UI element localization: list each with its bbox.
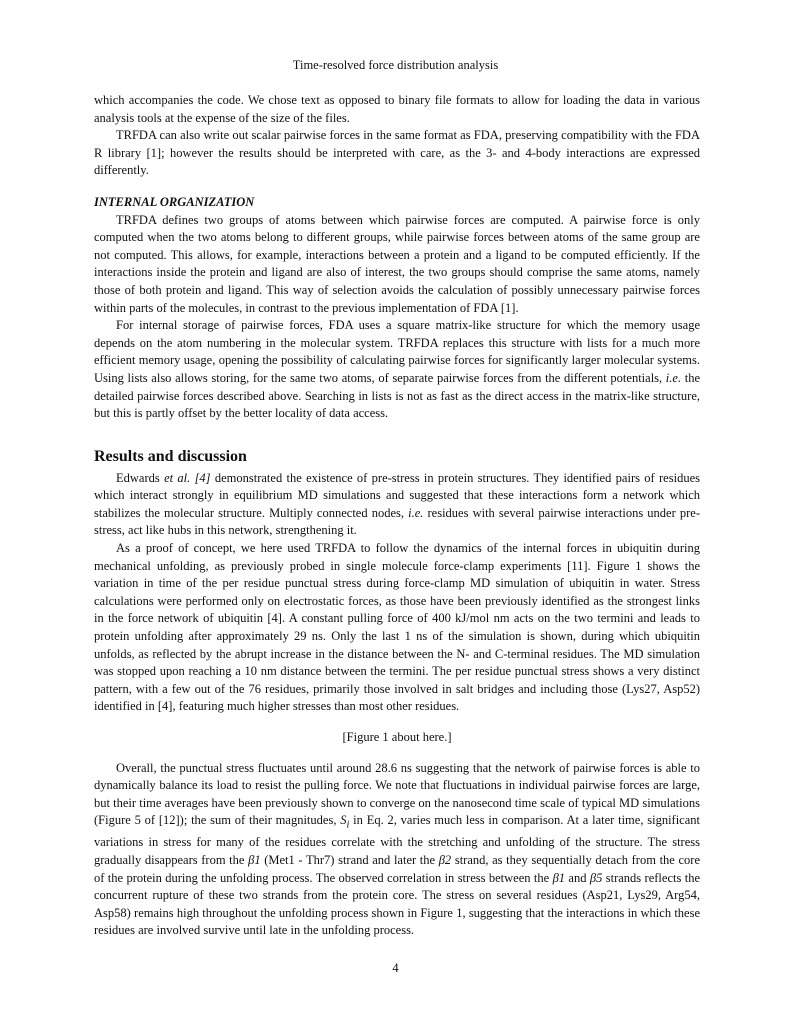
paragraph-atom-groups: TRFDA defines two groups of atoms between which pairwise forces are computed. A pairwise force is only computed when the two atoms belong to different groups, while pairwise forces between atoms of the same group are not computed. This allows, for example, interactions between a protein and a ligand to be computed efficiently. If the interactions inside the protein and ligand are also of interest, the two groups should comprise the same atoms, namely those of both protein and ligand. This way of selection avoids the calculation of possibly unnecessary pairwise forces within parts of the molecules, in contrast to the previous implementation of FDA [1]. bbox=[94, 212, 700, 315]
subsection-heading-internal-organization: INTERNAL ORGANIZATION bbox=[94, 194, 255, 209]
paragraph-pre-stress bbox=[94, 470, 700, 540]
math-beta1: β1 bbox=[552, 870, 566, 885]
italic-et-al: et al. [4] bbox=[164, 470, 211, 485]
text-span: demonstrated the existence of pre-stress in protein structures. They identified pairs of residues which interact strongly in equilibrium MD simulations and suggested that these interactions form a network which stabilizes the molecular structure. Multiply connected nodes, bbox=[94, 470, 700, 520]
math-beta1: β1 bbox=[248, 853, 261, 868]
paragraph-punctual-stress bbox=[94, 760, 700, 940]
italic-ie: i.e. bbox=[665, 370, 682, 385]
text-span: (Met1 - Thr7) strand and later the bbox=[260, 853, 439, 868]
text-span: For internal storage of pairwise forces, FDA uses a square matrix-like structure for which the memory usage depends on the atom numbering in the molecular system. TRFDA replaces this structure with lists for a much more efficient memory usage, opening the possibility of calculating pairwise forces for significantly larger molecular systems. Using lists also allows storing, for the same two atoms, of separate pairwise forces from the different potentials, bbox=[94, 318, 700, 385]
figure-placeholder: [Figure 1 about here.] bbox=[342, 730, 452, 744]
paragraph-proof-of-concept: As a proof of concept, we here used TRFDA to follow the dynamics of the internal forces in ubiquitin during mechanical unfolding, as previously probed in single molecule force-clamp experiments [11]. Figure 1 shows the variation in time of the per residue punctual stress during force-clamp MD simulation of ubiquitin in water. Stress calculations were performed only on electrostatic forces, as those have been previously identified as the strongest links in the force network of ubiquitin [4]. A constant pulling force of 400 kJ/mol nm acts on the two termini and leads to protein unfolding after approximately 29 ns. Only the last 1 ns of the simulation is shown, during which ubiquitin unfolds, as reflected by the abrupt increase in the distance between the N- and C-terminal residues. The MD simulation was stopped upon reaching a 10 nm distance between the termini. The per residue punctual stress shows a very distinct pattern, with a few out of the 76 residues, primarily those involved in salt bridges and including those (Lys27, Asp52) identified in [4], featuring much higher stresses than most other residues. bbox=[94, 541, 700, 714]
text-span: strand, as they sequentially detach from the core of the protein during the unfolding process. The observed correlation in stress between the bbox=[94, 853, 700, 885]
text-span: residues with several pairwise interactions under pre-stress, act like hubs in this network, strengthening it. bbox=[94, 505, 700, 538]
paragraph-internal-storage bbox=[94, 317, 700, 423]
text-span: in Eq. 2, varies much less in comparison. At a later time, significant variations in stress for many of the residues correlate with the stretching and unfolding of the structure. The stress gradually disappears from the bbox=[94, 813, 700, 868]
text-span: the detailed pairwise forces described above. Searching in lists is not as fast as the direct access in the matrix-like structure, but this is partly offset by the better locality of data access. bbox=[94, 370, 700, 421]
math-s: S bbox=[340, 813, 347, 828]
math-beta5: β5 bbox=[589, 870, 603, 885]
text-span: strands reflects the concurrent rupture of these two strands from the protein core. The stress on several residues (Asp21, Lys29, Arg54, Asp58) remains high throughout the unfolding process shown in Figure 1, suggesting that the interactions in which these residues are involved survive until late in the unfolding process. bbox=[94, 870, 700, 938]
paragraph-scalar-forces: TRFDA can also write out scalar pairwise forces in the same format as FDA, preserving compatibility with the FDA R library [1]; however the results should be interpreted with care, as the 3- and 4-body interactions are expressed differently. bbox=[94, 128, 700, 178]
body-content bbox=[94, 92, 700, 940]
text-span: Edwards bbox=[116, 470, 165, 485]
paragraph-file-formats: which accompanies the code. We chose text as opposed to binary file formats to allow for loading the data in various analysis tools at the expense of the size of the files. bbox=[94, 93, 700, 125]
text-span: Overall, the punctual stress fluctuates until around 28.6 ns suggesting that the network of pairwise forces is able to dynamically balance its load to resist the pulling force. We note that fluctuations in individual pairwise forces are large, but their time averages have been previously shown to converge on the nanosecond time scale of typical MD simulations (Figure 5 of [12]); the sum of their magnitudes, bbox=[94, 760, 700, 828]
page-number: 4 bbox=[392, 961, 399, 975]
italic-ie: i.e. bbox=[408, 505, 424, 520]
running-header: Time-resolved force distribution analysis bbox=[292, 58, 499, 72]
math-beta2: β2 bbox=[438, 853, 452, 868]
math-subscript-i: i bbox=[346, 819, 350, 831]
section-heading-results: Results and discussion bbox=[94, 447, 247, 465]
text-span: and bbox=[565, 870, 590, 885]
